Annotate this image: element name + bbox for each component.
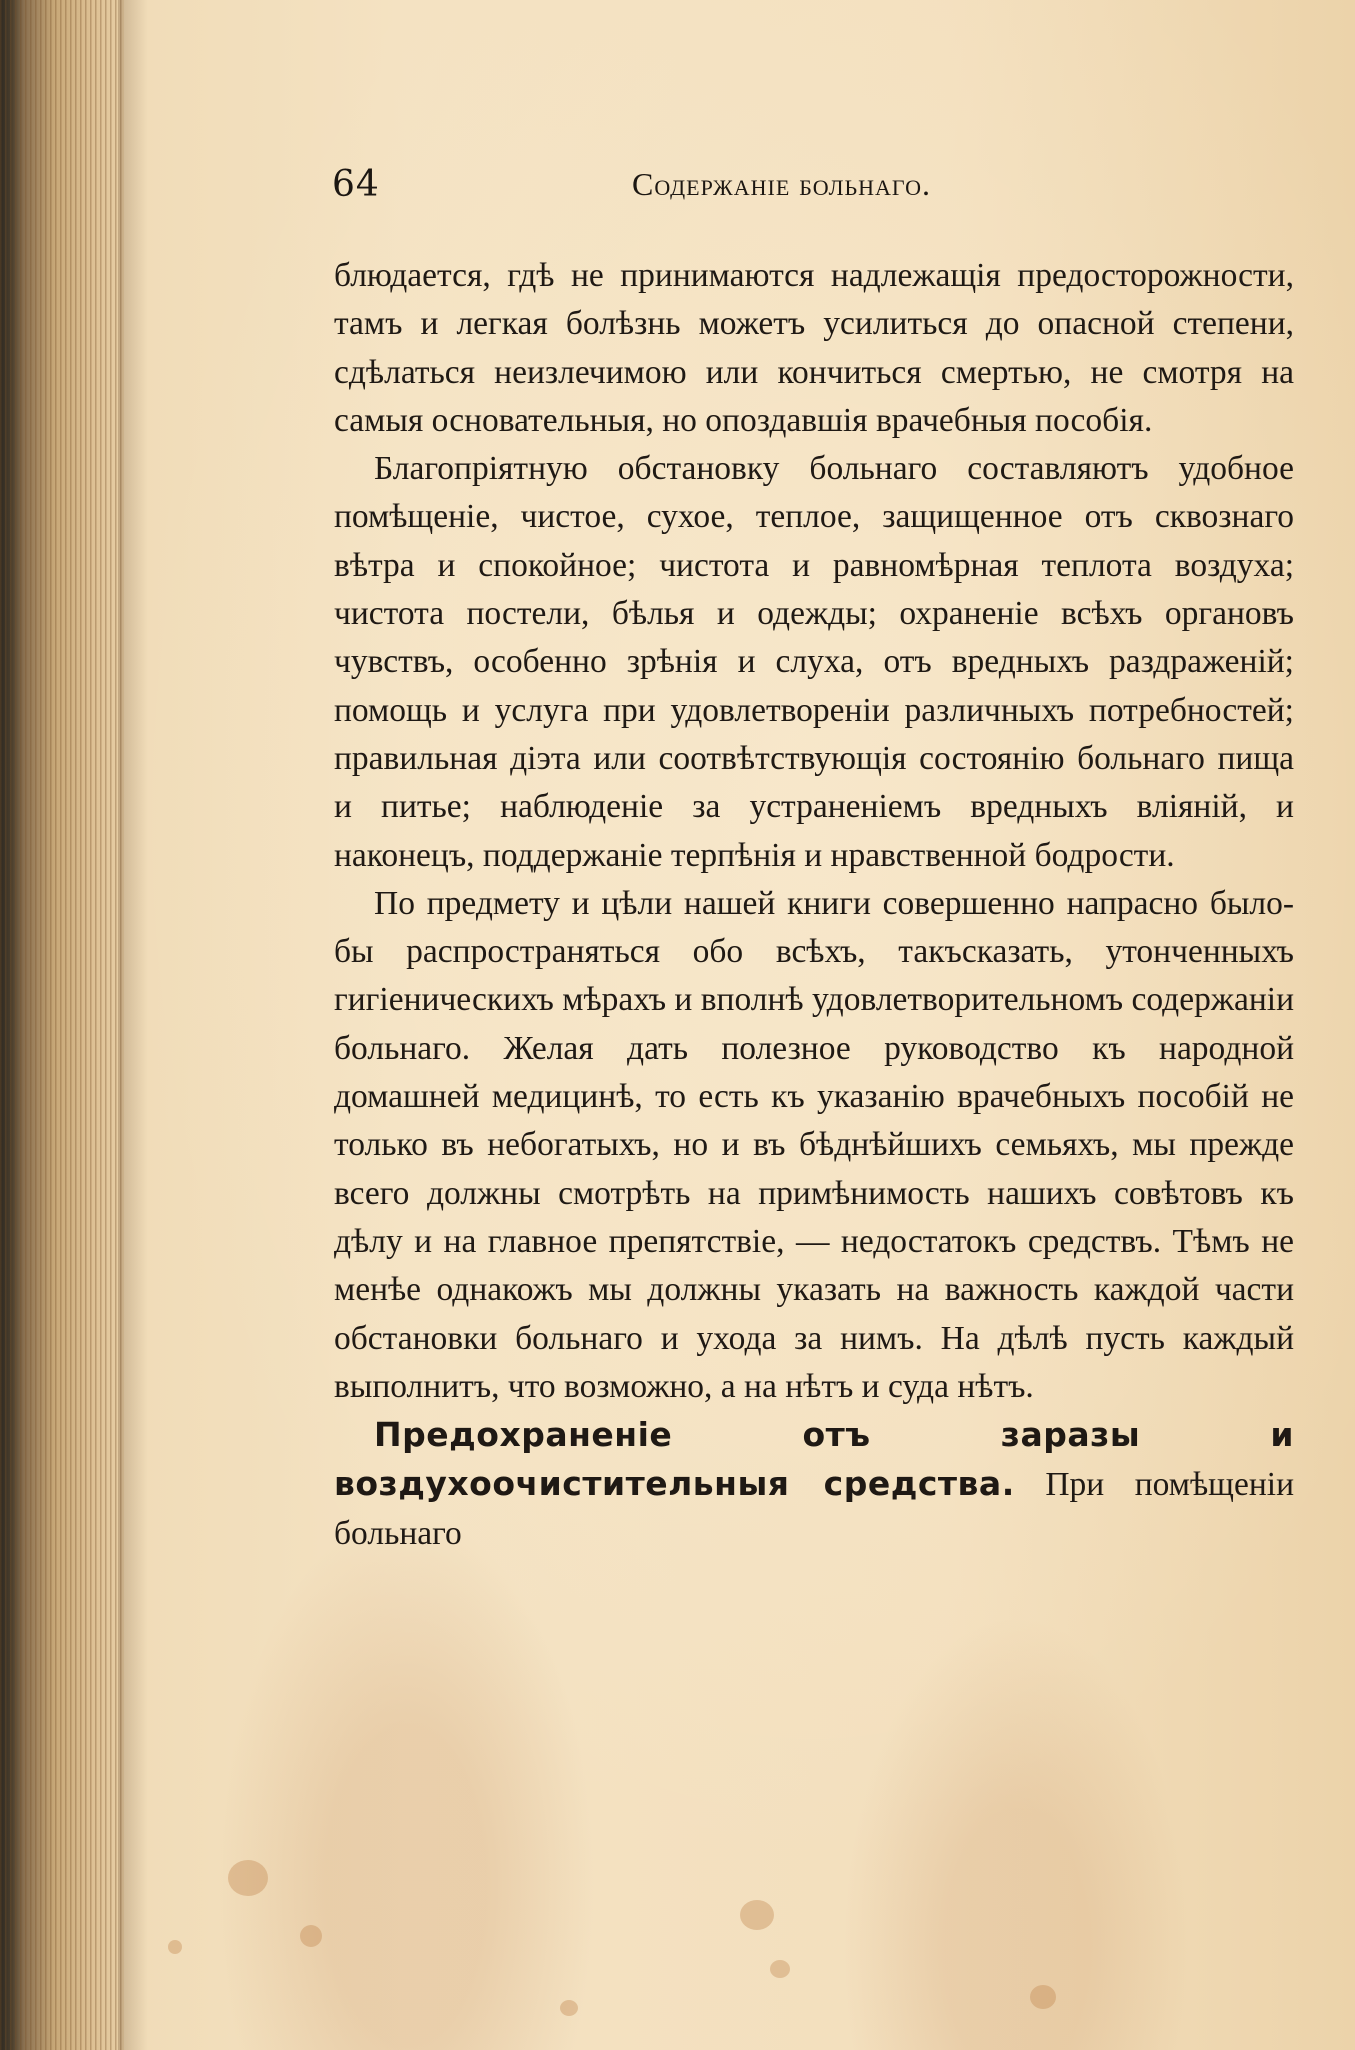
- page-header: [332, 160, 1292, 212]
- gutter-shadow: [118, 0, 148, 2050]
- book-spine-edge: [0, 0, 124, 2050]
- paper-stain: [168, 1940, 182, 1954]
- paragraph: По предмету и цѣли нашей книги совершенно напрасно было-бы распространяться обо всѣхъ, такъсказать, утонченныхъ гигіеническихъ мѣрахъ и вполнѣ удовлетворительномъ содержаніи больнаго. Желая дать полезное руководство къ народной домашней медицинѣ, то есть къ указанію врачебныхъ пособій не только въ небогатыхъ, но и въ бѣднѣйшихъ семьяхъ, мы прежде всего должны смотрѣть на примѣнимость нашихъ совѣтовъ къ дѣлу и на главное препятствіе, — недостатокъ средствъ. Тѣмъ не менѣе однакожъ мы должны указать на важность каждой части обстановки больнаго и ухода за нимъ. На дѣлѣ пусть каждый выполнитъ, что возможно, а на нѣтъ и суда нѣтъ.: [334, 884, 1294, 1405]
- paper-stain: [300, 1925, 322, 1947]
- paper-stain: [740, 1900, 774, 1930]
- paper-stain: [770, 1960, 790, 1978]
- paper-stain: [228, 1860, 268, 1896]
- paper-stain: [1030, 1985, 1056, 2009]
- section-paragraph: [334, 1411, 1294, 1558]
- paragraph: Благопріятную обстановку больнаго составляютъ удобное помѣщеніе, чистое, сухое, теплое, защищенное отъ сквознаго вѣтра и спокойное; чистота и равномѣрная теплота воздуха; чистота постели, бѣлья и одежды; охраненіе всѣхъ органовъ чувствъ, особенно зрѣнія и слуха, отъ вредныхъ раздраженій; помощь и услуга при удовлетвореніи различныхъ потребностей; правильная діэта или соотвѣтствующія состоянію больнаго пища и питье; наблюденіе за устраненіемъ вредныхъ вліяній, и наконецъ, поддержаніе терпѣнія и нравственной бодрости.: [334, 450, 1294, 874]
- section-heading: Предохраненіе отъ заразы и воздухоочистительныя средства.: [334, 1415, 1294, 1504]
- running-head: Содержаніе больнаго.: [632, 166, 931, 202]
- paragraph: блюдается, гдѣ не принимаются надлежащія предосторожности, тамъ и легкая болѣзнь можетъ усилиться до опасной степени, сдѣлаться неизлечимою или кончиться смертью, не смотря на самыя основательныя, но опоздавшія врачебныя пособія.: [334, 257, 1294, 439]
- body-text: [334, 252, 1294, 1558]
- section-text: При помѣщеніи больнаго: [334, 1466, 1294, 1552]
- paper-stain: [560, 2000, 578, 2016]
- page-number: 64: [332, 164, 380, 205]
